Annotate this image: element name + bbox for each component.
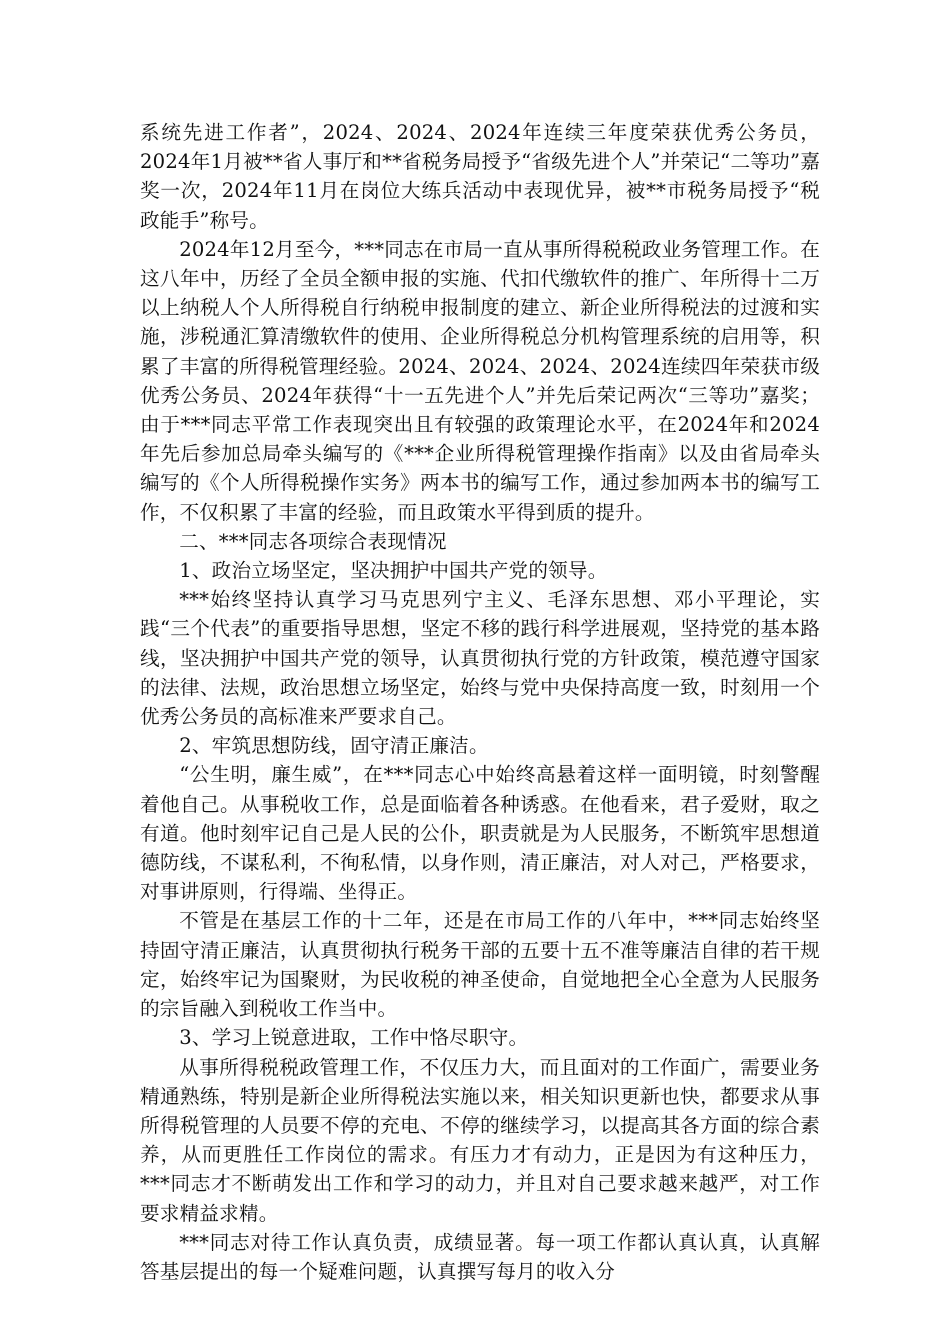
paragraph-city-bureau-work: 2024年12月至今，***同志在市局一直从事所得税税政业务管理工作。在这八年中，历经了全员全额申报的实施、代扣代缴软件的推广、年所得十二万以上纳税人个人所得税自行纳税申报制度的建立、新企业所得税法的过渡和实施，涉税通汇算清缴软件的使用、企业所得税总分机构管理系统的启用等，积累了丰富的所得税管理经验。2024、2024、2024、2024连续四年荣获市级优秀公务员、2024年获得“十一五先进个人”并先后荣记两次“三等功”嘉奖；由于***同志平常工作表现突出且有较强的政策理论水平，在2024年和2024年先后参加总局牵头编写的《***企业所得税管理操作指南》以及由省局牵头编写的《个人所得税操作实务》两本书的编写工作，通过参加两本书的编写工作，不仅积累了丰富的经验，而且政策水平得到质的提升。: [140, 237, 820, 524]
paragraph-integrity-motto: “公生明，廉生威”，在***同志心中始终高悬着这样一面明镜，时刻警醒着他自己。从事税收工作，总是面临着各种诱惑。在他看来，君子爱财，取之有道。他时刻牢记自己是人民的公仆，职责就是为人民服务，不断筑牢思想道德防线，不谋私利，不徇私情，以身作则，清正廉洁，对人对己，严格要求，对事讲原则，行得端、坐得正。: [140, 763, 820, 904]
section-heading-overall-performance: 二、***同志各项综合表现情况: [179, 529, 447, 553]
subheading-learning-diligence: 3、学习上锐意进取，工作中恪尽职守。: [179, 1026, 529, 1050]
paragraph-learning-pressure: 从事所得税税政管理工作，不仅压力大，而且面对的工作面广，需要业务精通熟练，特别是新企业所得税法实施以来，相关知识更新也快，都要求从事所得税管理的人员要不停的充电、不停的继续学习，以提高其各方面的综合素养，从而更胜任工作岗位的需求。有压力才有动力，正是因为有这种压力，***同志才不断萌发出工作和学习的动力，并且对自己要求越来越严，对工作要求精益求精。: [140, 1055, 820, 1225]
paragraph-honors-continued: 系统先进工作者”，2024、2024、2024年连续三年度荣获优秀公务员，2024年1月被**省人事厅和**省税务局授予“省级先进个人”并荣记“二等功”嘉奖一次，2024年11月在岗位大练兵活动中表现优异，被**市税务局授予“税政能手”称号。: [140, 121, 820, 232]
paragraph-integrity-years: 不管是在基层工作的十二年，还是在市局工作的八年中，***同志始终坚持固守清正廉洁，认真贯彻执行税务干部的五要十五不准等廉洁自律的若干规定，始终牢记为国聚财，为民收税的神圣使命，自觉地把全心全意为人民服务的宗旨融入到税收工作当中。: [140, 909, 820, 1021]
subheading-integrity: 2、牢筑思想防线，固守清正廉洁。: [179, 734, 489, 758]
paragraph-political-study: ***始终坚持认真学习马克思列宁主义、毛泽东思想、邓小平理论，实践“三个代表”的重要指导思想，坚定不移的践行科学进展观，坚持党的基本路线，坚决拥护中国共产党的领导，认真贯彻执行党的方针政策，模范遵守国家的法律、法规，政治思想立场坚定，始终与党中央保持高度一致，时刻用一个优秀公务员的高标准来严要求自己。: [140, 588, 820, 729]
paragraph-work-responsibility: ***同志对待工作认真负责，成绩显著。每一项工作都认真认真，认真解答基层提出的每一个疑难问题，认真撰写每月的收入分: [140, 1230, 820, 1283]
document-body: [140, 118, 820, 1286]
subheading-political-stance: 1、政治立场坚定，坚决拥护中国共产党的领导。: [179, 559, 608, 583]
